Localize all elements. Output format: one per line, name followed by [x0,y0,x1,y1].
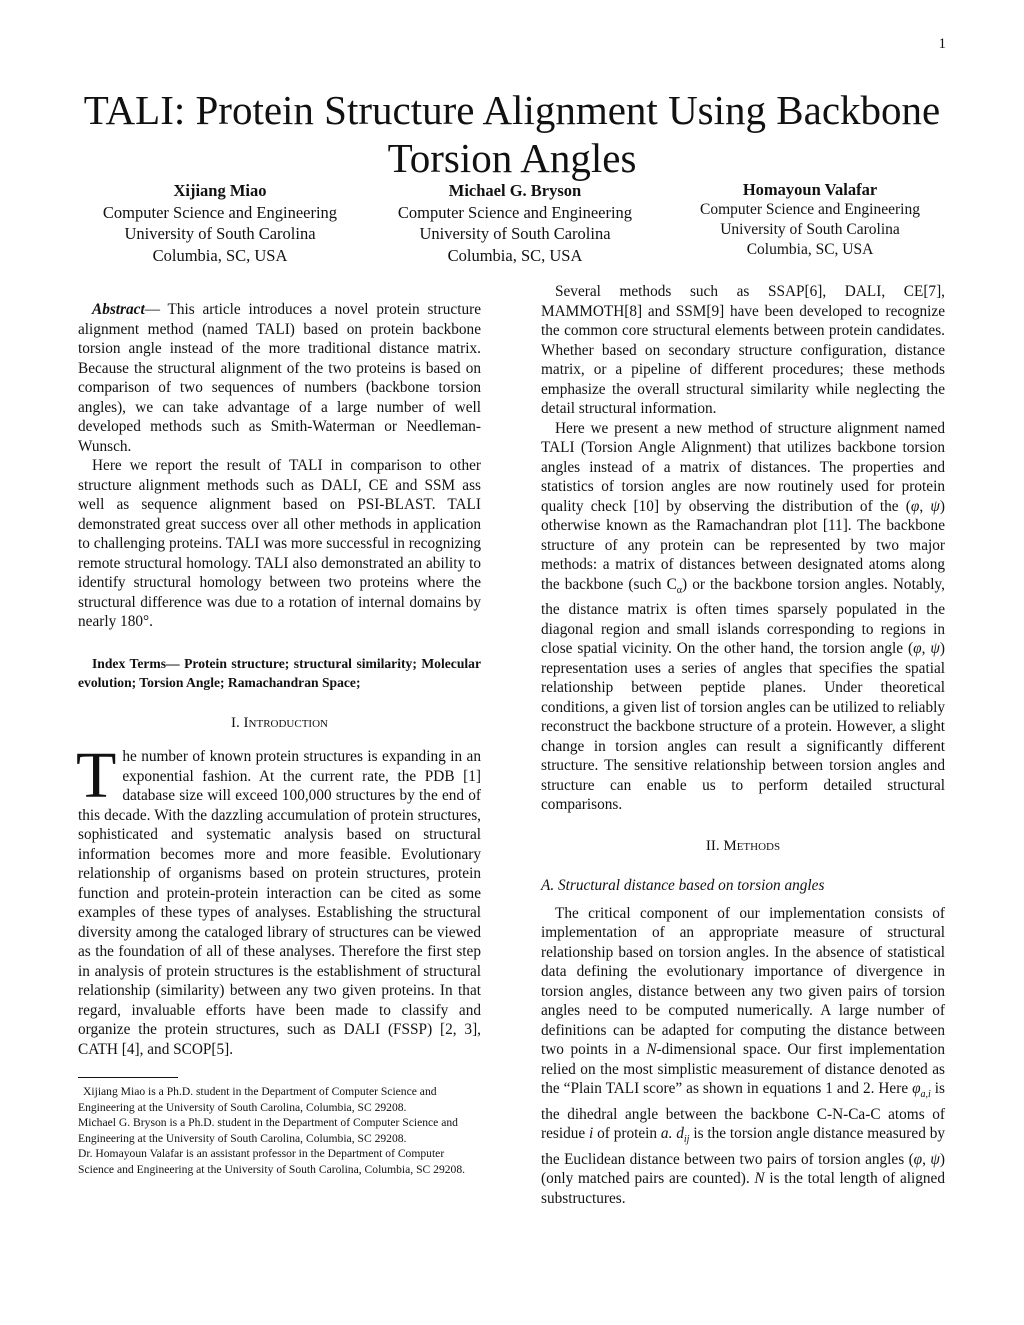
abstract-text: This article introduces a novel protein structure alignment method (named TALI) based on protein backbone torsion angle instead of the more traditional distance matrix. Because the structural alignment of the two proteins is based on comparison of two sequences of numbers (backbone torsion angles), we can take advantage of a large number of well developed methods such as Smith-Waterman or Needleman-Wunsch. [78,301,481,455]
left-column [78,300,481,1178]
abstract-paragraph [78,300,481,456]
index-terms: Index Terms— Protein structure; structural similarity; Molecular evolution; Torsion Angle; Ramachandran Space; [78,655,481,690]
abstract-paragraph-2: Here we report the result of TALI in comparison to other structure alignment methods such as DALI, CE and SSM ass well as sequence alignment based on PSI-BLAST. TALI demonstrated great success over all other methods in application to challenging proteins. TALI was more successful in recognizing remote structural homology. TALI also demonstrated an ability to identify structural homology between two proteins where the structural difference was due to a rotation of internal domains by nearly 180°. [78,457,481,630]
abstract-dash: — [144,301,168,318]
author-city: Columbia, SC, USA [447,245,583,265]
author-univ: University of South Carolina [419,224,611,243]
author-univ: University of South Carolina [720,221,900,238]
footnote-2: Michael G. Bryson is a Ph.D. student in the Department of Computer Science and Engineering at the University of South Carolina, Columbia, SC 29208. [78,1116,458,1145]
author-dept: Computer Science and Engineering [102,202,338,222]
paper-title: TALI: Protein Structure Alignment Using Backbone Torsion Angles [83,87,941,181]
author-city: Columbia, SC, USA [152,245,288,265]
right-column [541,282,945,1208]
body-paragraph-structural-distance: The critical component of our implementation consists of implementation of an appropriate measure of structural relationship based on torsion angles. In the absence of statistical data defining the evolutionary importance of divergence in torsion angles, distance between any two given pairs of torsion angles need to be computed numerically. A large number of definitions can be adapted for computing the distance between two points in a N-dimensional space. Our first implementation relied on the most simplistic measurement of distance denoted as the “Plain TALI score” as shown in equations 1 and 2. Here $\varphi_{a,i}$ is the dihedral angle between the backbone C-N-Ca-C atoms of residue i of protein a. $d_{ij}$ is the torsion angle distance measured by the Euclidean distance between two pairs of torsion angles (φ, ψ) (only matched pairs are counted). N is the total length of aligned substructures. [541,904,945,1207]
author-name: Xijiang Miao [173,181,267,200]
drop-cap: T [76,739,117,812]
author-3 [660,180,960,260]
author-univ: University of South Carolina [124,224,316,243]
section-heading-introduction: I. Introduction [231,714,328,731]
abstract-label: Abstract [92,301,145,318]
body-paragraph-tali-intro: Here we present a new method of structure alignment named TALI (Torsion Angle Alignment) that utilizes backbone torsion angles instead of a matrix of distances. The properties and statistics of torsion angles are now routinely used for protein quality check [10] by observing the distribution of the (φ, ψ) otherwise known as the Ramachandran plot [11]. The backbone structure of any protein can be represented by two major methods: a matrix of distances between designated atoms along the backbone (such $C_\alpha$) or the backbone torsion angles. Notably, the distance matrix is often times sparsely populated in the diagonal region and small islands corresponding to regions in close spatial vicinity. On the other hand, the torsion angle (φ, ψ) representation uses a series of angles that specifies the spatial relationship between peptide planes. Under theoretical conditions, a given list of torsion angles can be utilized to reliably reconstruct the backbone structure of a protein. However, a slight change in torsion angles can result a significantly different structure. The sensitive relationship between torsion angles and structure can enable us to perform detailed structural comparisons. [541,419,945,814]
body-paragraph-methods-overview: Several methods such as SSAP[6], DALI, CE[7], MAMMOTH[8] and SSM[9] have been developed to recognize the common core structural elements between protein candidates. Whether based on secondary structure configuration, distance matrix, or a pipeline of different procedures; these methods emphasize the overall structural similarity while neglecting the detail structural information. [541,283,945,417]
page-number: 1 [938,36,946,52]
author-name: Michael G. Bryson [448,181,582,200]
footnote-3: Dr. Homayoun Valafar is an assistant professor in the Department of Computer Science and Engineering at the University of South Carolina, Columbia, SC 29208. [78,1147,466,1176]
footnote-1: Xijiang Miao is a Ph.D. student in the Department of Computer Science and Engineering at the University of South Carolina, Columbia, SC 29208. [78,1085,437,1114]
subsection-heading: A. Structural distance based on torsion angles [541,877,825,895]
section-heading-methods: II. Methods [705,837,781,854]
author-name: Homayoun Valafar [742,180,878,199]
author-1 [70,180,370,266]
footnote-divider [78,1077,178,1078]
author-dept: Computer Science and Engineering [700,201,920,218]
author-2 [365,180,665,266]
footnotes [78,1084,481,1178]
author-dept: Computer Science and Engineering [397,202,633,222]
author-city: Columbia, SC, USA [746,241,874,258]
introduction-paragraph: The number of known protein structures is expanding in an exponential fashion. At the current rate, the PDB [1] database size will exceed 100,000 structures by the end of this decade. With the dazzling accumulation of protein structures, sophisticated and systematic analysis based on structural information becomes more and more feasible. Evolutionary relationship of organisms based on protein structures, protein function and protein-protein interaction can be cited as some examples of these types of analyses. Establishing the structural diversity among the cataloged library of structures can be viewed as the foundation of all of these analyses. Therefore the first step in analysis of protein structures is the establishment of structural relationship (similarity) between any two given proteins. In that regard, invaluable efforts have been made to classify and organize the protein structures, such as DALI (FSSP) [2, 3], CATH [4], and SCOP[5]. [76,739,481,1058]
